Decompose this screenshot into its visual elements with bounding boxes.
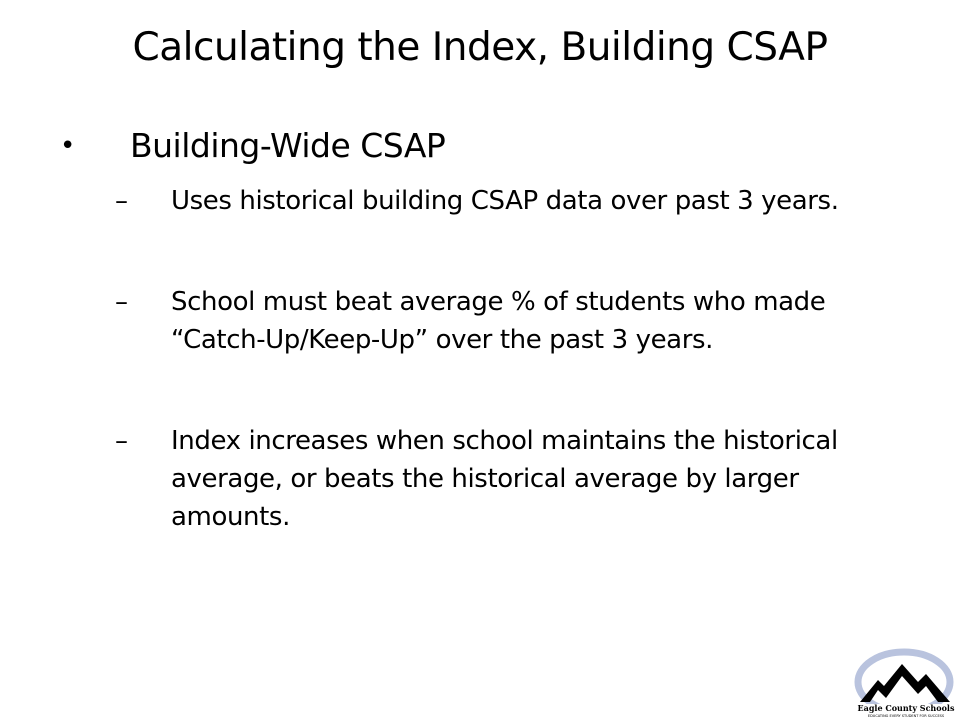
eagle-county-schools-logo <box>852 644 960 720</box>
bullet-marker: • <box>60 131 75 161</box>
mountain-logo-icon <box>852 644 960 704</box>
dash-marker: – <box>115 287 128 317</box>
sub-item <box>115 283 905 359</box>
logo-name: Eagle County Schools <box>857 703 955 713</box>
dash-marker: – <box>115 186 128 216</box>
sub-item <box>115 422 905 536</box>
sub-item <box>115 182 905 220</box>
bullet-text: Building-Wide CSAP <box>130 126 446 165</box>
sub-item-text: Index increases when school maintains the historical average, or beats the historical average by larger amounts. <box>171 426 838 532</box>
dash-marker: – <box>115 426 128 456</box>
sub-item-text: School must beat average % of students who made “Catch-Up/Keep-Up” over the past 3 years. <box>171 287 826 355</box>
slide-title: Calculating the Index, Building CSAP <box>132 25 828 70</box>
sub-item-text: Uses historical building CSAP data over past 3 years. <box>171 186 839 216</box>
logo-tagline: EDUCATING EVERY STUDENT FOR SUCCESS <box>867 714 945 718</box>
